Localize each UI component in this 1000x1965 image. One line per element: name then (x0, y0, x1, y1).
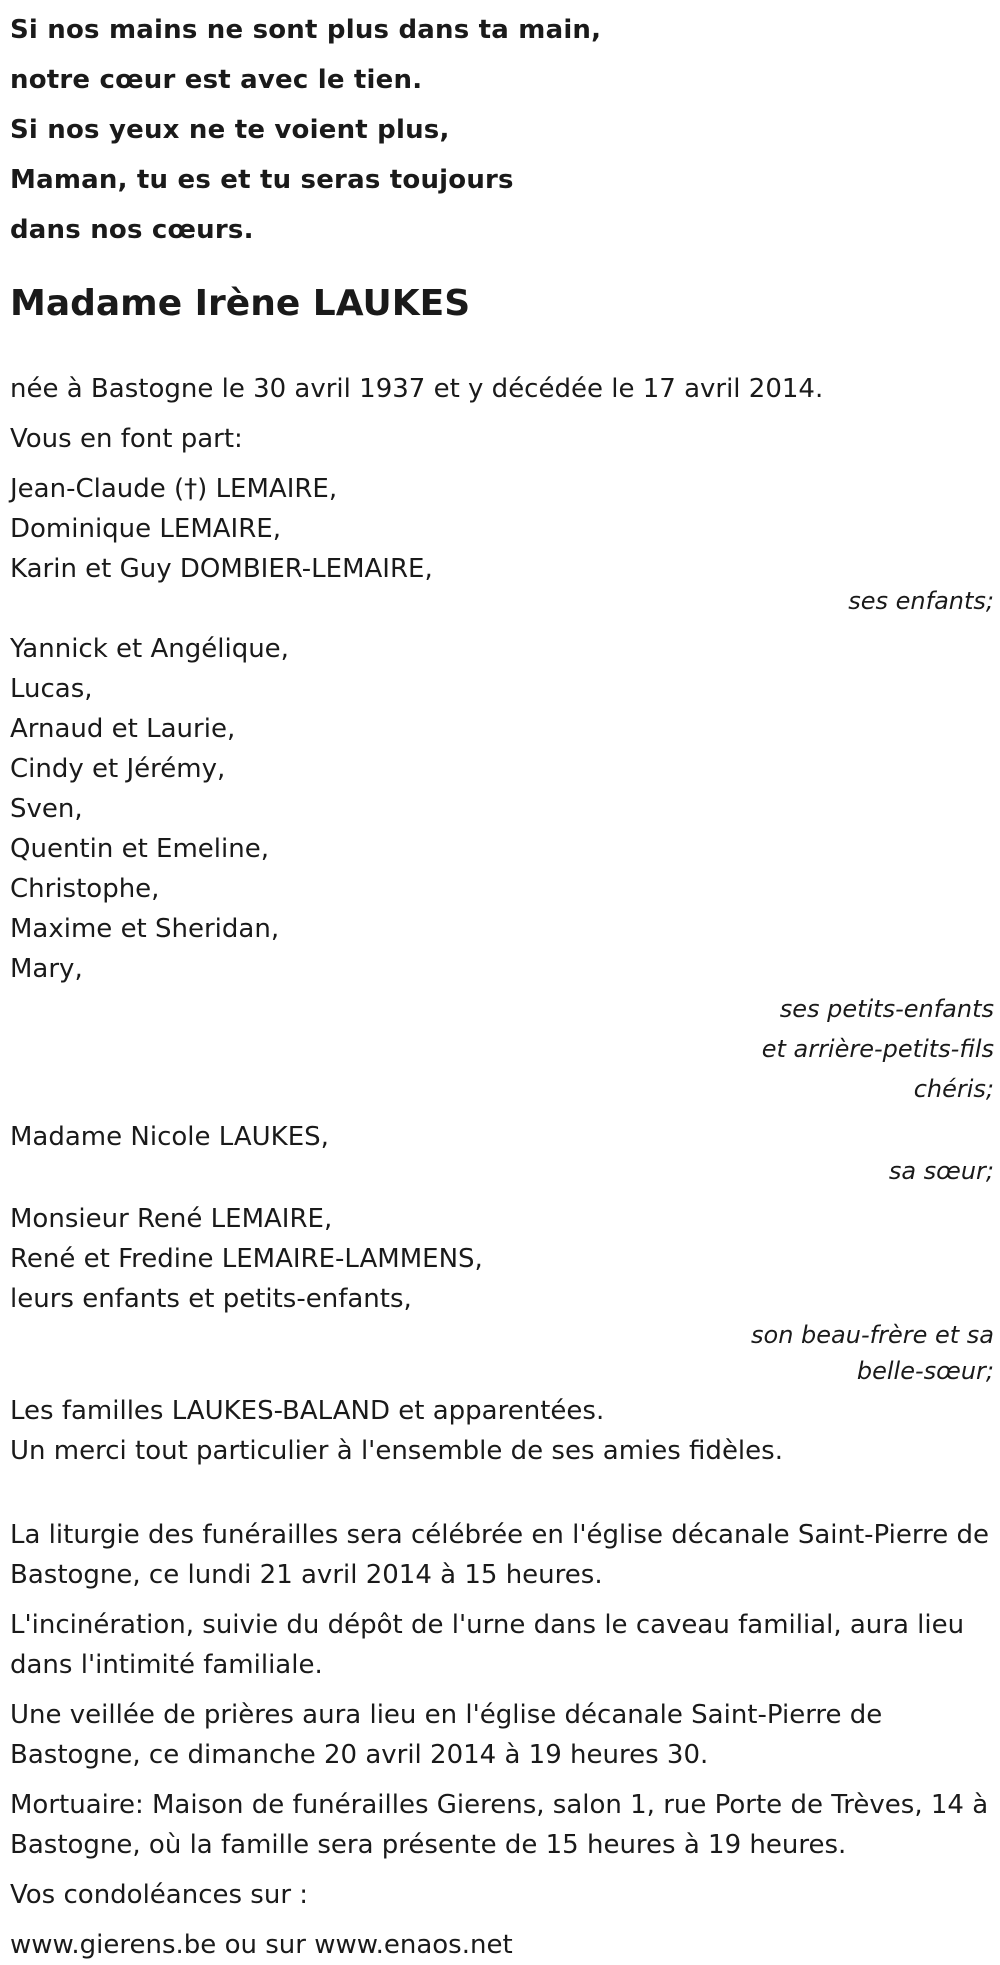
in-laws-group (10, 1199, 994, 1391)
family-member-name: Quentin et Emeline, (10, 834, 269, 864)
sister-group (10, 1117, 994, 1191)
epitaph-line: dans nos cœurs. (10, 215, 254, 245)
family-member-name: Karin et Guy DOMBIER-LEMAIRE, (10, 554, 433, 584)
relation-label: son beau-frère et sa (751, 1321, 994, 1349)
vigil-info: Une veillée de prières aura lieu en l'église décanale Saint-Pierre de Bastogne, ce dimanche 20 avril 2014 à 19 heures 30. (10, 1700, 883, 1770)
family-member-name: Dominique LEMAIRE, (10, 514, 281, 544)
epitaph-line: Si nos mains ne sont plus dans ta main, (10, 15, 602, 45)
families-section (10, 1391, 994, 1471)
family-member-name: René et Fredine LEMAIRE-LAMMENS, (10, 1244, 483, 1274)
family-member-name: Arnaud et Laurie, (10, 714, 236, 744)
relation-label: sa sœur; (888, 1157, 994, 1185)
cremation-info: L'incinération, suivie du dépôt de l'urne dans le caveau familial, aura lieu dans l'intimité familiale. (10, 1610, 965, 1680)
family-member-name: leurs enfants et petits-enfants, (10, 1284, 412, 1314)
epitaph-line: Si nos yeux ne te voient plus, (10, 115, 450, 145)
relation-label: ses enfants; (848, 587, 994, 615)
birth-death-dates: née à Bastogne le 30 avril 1937 et y décédée le 17 avril 2014. (10, 374, 824, 404)
relation-label: belle-sœur; (856, 1357, 994, 1385)
epitaph-line: notre cœur est avec le tien. (10, 65, 423, 95)
relation-label: ses petits-enfants (779, 995, 994, 1023)
mortuary-info: Mortuaire: Maison de funérailles Gierens, salon 1, rue Porte de Trèves, 14 à Bastogne, où la famille sera présente de 15 heures à 19 heures. (10, 1790, 989, 1860)
children-group (10, 469, 994, 621)
family-member-name: Yannick et Angélique, (10, 634, 289, 664)
liturgy-info: La liturgie des funérailles sera célébrée en l'église décanale Saint-Pierre de Bastogne, ce lundi 21 avril 2014 à 15 heures. (10, 1520, 989, 1590)
epitaph-poem (10, 0, 994, 255)
family-member-name: Maxime et Sheridan, (10, 914, 280, 944)
family-member-name: Monsieur René LEMAIRE, (10, 1204, 333, 1234)
relation-label: et arrière-petits-fils (761, 1035, 994, 1063)
thanks-line: Un merci tout particulier à l'ensemble de ses amies fidèles. (10, 1436, 783, 1466)
grandchildren-group (10, 629, 994, 1109)
family-member-name: Lucas, (10, 674, 93, 704)
family-member-name: Mary, (10, 954, 83, 984)
relation-label: chéris; (913, 1075, 994, 1103)
epitaph-line: Maman, tu es et tu seras toujours (10, 165, 514, 195)
family-member-name: Cindy et Jérémy, (10, 754, 226, 784)
family-member-name: Madame Nicole LAUKES, (10, 1122, 329, 1152)
family-member-name: Jean-Claude (†) LEMAIRE, (10, 474, 338, 504)
family-member-name: Christophe, (10, 874, 160, 904)
condolences-websites: www.gierens.be ou sur www.enaos.net (10, 1930, 513, 1960)
families-line: Les familles LAUKES-BALAND et apparentées. (10, 1396, 605, 1426)
deceased-name: Madame Irène LAUKES (10, 283, 471, 324)
family-member-name: Sven, (10, 794, 83, 824)
obituary-page (10, 0, 994, 1965)
announcement-intro: Vous en font part: (10, 424, 243, 454)
condolences-label: Vos condoléances sur : (10, 1880, 309, 1910)
